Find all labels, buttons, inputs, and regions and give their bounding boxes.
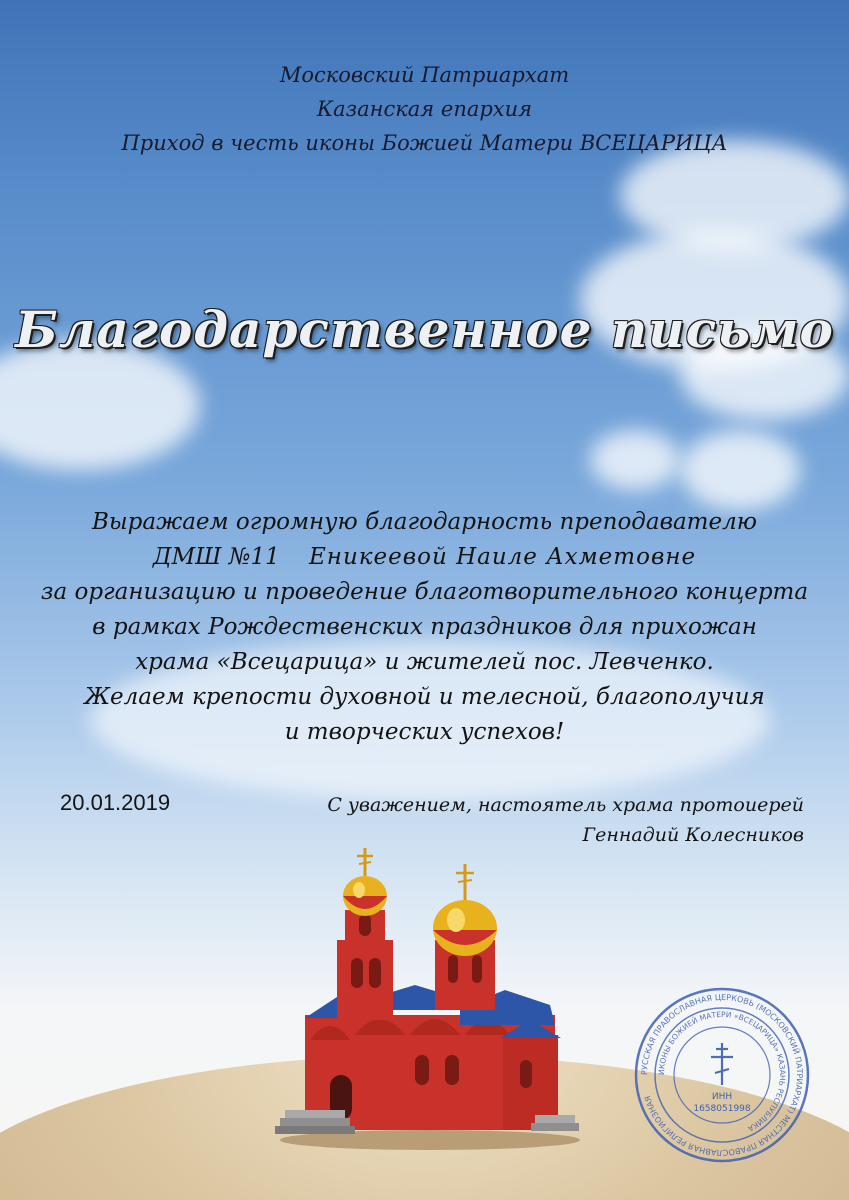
issuer-line-eparchy: Казанская епархия: [316, 97, 533, 121]
parish-seal-stamp: [632, 985, 812, 1165]
issuer-header: [0, 58, 849, 160]
letter-body: [30, 505, 819, 750]
body-line-4: в рамках Рождественских праздников для прихожан: [92, 614, 757, 640]
church-illustration: [265, 840, 585, 1160]
stamp-inn-label: ИНН: [711, 1092, 733, 1102]
cloud: [0, 340, 200, 470]
body-line-3: за организацию и проведение благотворительного концерта: [40, 579, 809, 605]
school-name: ДМШ №11: [152, 544, 280, 570]
cloud: [680, 430, 800, 510]
signature-position: С уважением, настоятель храма протоиерей: [327, 794, 804, 816]
issuer-line-patriarchate: Московский Патриархат: [279, 63, 570, 87]
stamp-inner-text: ИКОНЫ БОЖИЕЙ МАТЕРИ «ВСЕЦАРИЦА» КАЗАНЬ РЕСПУБЛИКА: [656, 1009, 788, 1134]
orthodox-cross-icon: [711, 1043, 733, 1085]
body-line-6: Желаем крепости духовной и телесной, благополучия: [84, 684, 765, 710]
body-line-recipient: [30, 540, 819, 575]
body-line-5: храма «Всецарица» и жителей пос. Левченко.: [135, 649, 714, 675]
issue-date: 20.01.2019: [60, 790, 171, 815]
body-line-7: и творческих успехов!: [284, 719, 565, 745]
issuer-line-parish: Приход в честь иконы Божией Матери ВСЕЦАРИЦА: [121, 131, 728, 155]
recipient-name: Еникеевой Наиле Ахметовне: [309, 544, 697, 570]
stamp-outer-text: РУССКАЯ ПРАВОСЛАВНАЯ ЦЕРКОВЬ (МОСКОВСКИЙ ПАТРИАРХАТ) МЕСТНАЯ ПРАВОСЛАВНАЯ РЕЛИГИОЗНАЯ: [639, 992, 805, 1158]
signature-name: Геннадий Колесников: [582, 824, 804, 846]
cloud: [590, 430, 680, 490]
stamp-inn-number: 1658051998: [693, 1104, 751, 1114]
body-line-1: Выражаем огромную благодарность преподавателю: [92, 509, 757, 535]
document-title: Благодарственное письмо: [15, 300, 834, 359]
